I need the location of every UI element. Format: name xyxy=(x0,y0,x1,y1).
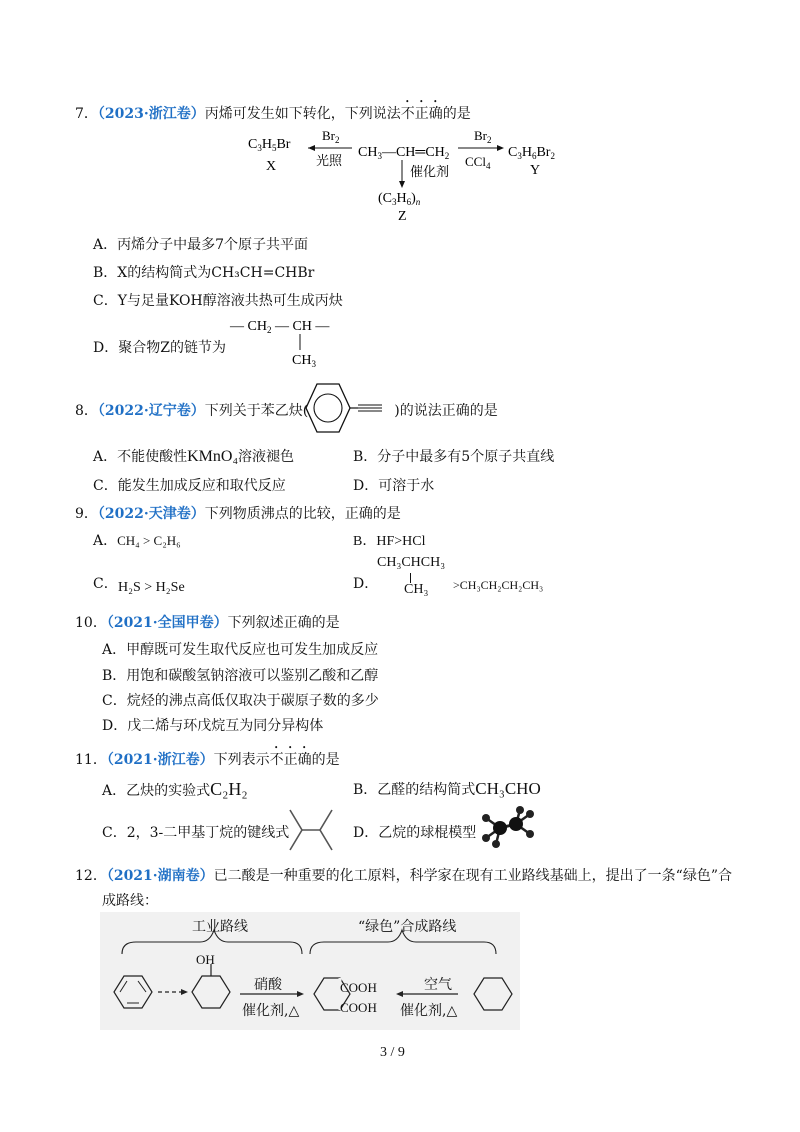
question-source: （2021·湖南卷） xyxy=(106,868,214,884)
ethane-ball-and-stick-icon xyxy=(480,804,536,850)
question-7-stem xyxy=(75,98,471,123)
catalyst-heat-label-1: 催化剂,△ xyxy=(242,1003,300,1019)
option-8b: B．分子中最多有5个原子共直线 xyxy=(353,449,555,465)
option-9a: A．CH₄ > C₂H₆ xyxy=(93,533,181,549)
question-number: 9． xyxy=(75,506,98,522)
option-8d: D．可溶于水 xyxy=(353,478,435,494)
question-12-stem-line2: 成路线： xyxy=(102,893,158,909)
down-condition: 催化剂 xyxy=(410,164,450,179)
option-9d-branch: CH₃ xyxy=(404,582,429,597)
question-source: （2022·天津卷） xyxy=(97,506,205,522)
nitric-acid-label: 硝酸 xyxy=(254,977,282,993)
option-11d: D．乙烷的球棍模型 xyxy=(353,825,477,841)
option-7a: A．丙烯分子中最多7个原子共平面 xyxy=(93,237,309,253)
svg-text:— CH2 — CH —: — $CH_2$ — CH — xyxy=(230,319,330,335)
z-formula: $(C_3H_6)_n$ xyxy=(378,191,421,207)
propene-formula: $CH_3—CH═CH_2$ xyxy=(358,145,450,161)
question-source: （2022·辽宁卷） xyxy=(97,403,205,419)
stem-text: 下列叙述正确的是 xyxy=(227,615,340,631)
question-source: （2021·浙江卷） xyxy=(106,752,214,768)
dimethylbutane-skeletal-formula xyxy=(286,806,336,858)
propene-reaction-scheme xyxy=(240,126,580,226)
page-number: 3 / 9 xyxy=(380,1045,405,1060)
option-8a: A．不能使酸性KMnO₄溶液褪色 xyxy=(93,448,295,465)
option-7c: C．Y与足量KOH醇溶液共热可生成丙炔 xyxy=(93,293,343,309)
x-formula: $C_3H_5Br$ xyxy=(248,137,291,153)
option-9d: D． xyxy=(353,576,379,592)
question-11-stem xyxy=(75,744,340,769)
down-arrowhead xyxy=(399,181,405,188)
svg-text:CH3: $CH_3$ xyxy=(292,353,316,369)
left-condition: 光照 xyxy=(316,153,343,168)
right-arrowhead xyxy=(497,145,504,151)
hydroxyl-label: OH xyxy=(196,952,215,967)
stem-text: 已二酸是一种重要的化工原料，科学家在现有工业路线基础上，提出了一条“绿色”合 xyxy=(213,868,732,884)
right-reagent: $Br_2$ xyxy=(474,128,492,145)
option-7d: D．聚合物Z的链节为 xyxy=(93,340,226,356)
air-label: 空气 xyxy=(424,977,452,993)
industrial-route-label: 工业路线 xyxy=(192,919,248,935)
question-number: 7． xyxy=(75,106,98,122)
question-source: （2023·浙江卷） xyxy=(97,106,205,122)
option-9c: C． xyxy=(93,576,118,592)
green-route-label: “绿色”合成路线 xyxy=(358,919,457,935)
stem-text: 的是 xyxy=(442,106,471,122)
phenylacetylene-structure xyxy=(292,378,392,438)
option-11c: C．2，3-二甲基丁烷的键线式 xyxy=(102,825,290,841)
question-12-stem xyxy=(75,865,732,885)
emphasis-text: 不正确 xyxy=(269,752,312,768)
cyclohexane-ring xyxy=(474,978,512,1010)
question-source: （2021·全国甲卷） xyxy=(106,615,228,631)
question-number: 8． xyxy=(75,403,98,419)
z-label: Z xyxy=(398,209,407,224)
option-7b: B．X的结构简式为CH₃CH=CHBr xyxy=(93,265,315,281)
option-9d-compare: >CH₃CH₂CH₂CH₃ xyxy=(453,578,544,592)
cyclohexanol-ring xyxy=(192,976,230,1008)
carboxyl-label-1: COOH xyxy=(340,980,377,995)
y-label: Y xyxy=(530,163,541,178)
question-10-stem xyxy=(75,612,340,632)
question-8-stem xyxy=(75,400,498,420)
option-11b: B．乙醛的结构简式CH₃CHO xyxy=(353,779,541,798)
option-9b: B．HF>HCl xyxy=(353,534,426,549)
question-9-stem xyxy=(75,503,401,523)
carboxyl-label-2: COOH xyxy=(340,1000,377,1015)
option-9d-chain: CH₃CHCH₃ xyxy=(377,555,446,570)
option-10c: C．烷烃的沸点高低仅取决于碳原子数的多少 xyxy=(102,693,379,709)
x-label: X xyxy=(266,159,277,174)
left-reagent: $Br_2$ xyxy=(322,128,340,145)
option-10d: D．戊二烯与环戊烷互为同分异构体 xyxy=(102,718,324,734)
left-arrowhead xyxy=(308,145,315,151)
catalyst-heat-label-2: 催化剂,△ xyxy=(400,1003,458,1019)
y-formula: $C_3H_6Br_2$ xyxy=(508,145,555,161)
question-number: 12． xyxy=(75,868,107,884)
question-number: 10． xyxy=(75,615,107,631)
right-condition: CCl$_4$ xyxy=(465,154,491,171)
stem-text: 丙烯可发生如下转化，下列说法 xyxy=(204,106,401,122)
option-11a: A．乙炔的实验式C₂H₂ xyxy=(102,779,248,799)
polymer-repeat-unit xyxy=(228,314,348,370)
option-10a: A．甲醇既可发生取代反应也可发生加成反应 xyxy=(102,642,379,658)
option-10b: B．用饱和碳酸氢钠溶液可以鉴别乙酸和乙醇 xyxy=(102,668,379,684)
option-8c: C．能发生加成反应和取代反应 xyxy=(93,478,286,494)
stem-text: 下列表示 xyxy=(213,752,270,768)
emphasis-text: 不正确 xyxy=(400,106,443,122)
question-number: 11． xyxy=(75,752,107,768)
option-9c-formula: H₂S > H₂Se xyxy=(118,580,185,595)
stem-text: 下列物质沸点的比较，正确的是 xyxy=(204,506,401,522)
stem-text: )的说法正确的是 xyxy=(394,403,498,419)
stem-text: 的是 xyxy=(311,752,340,768)
stem-text: 下列关于苯乙炔( xyxy=(204,403,309,419)
